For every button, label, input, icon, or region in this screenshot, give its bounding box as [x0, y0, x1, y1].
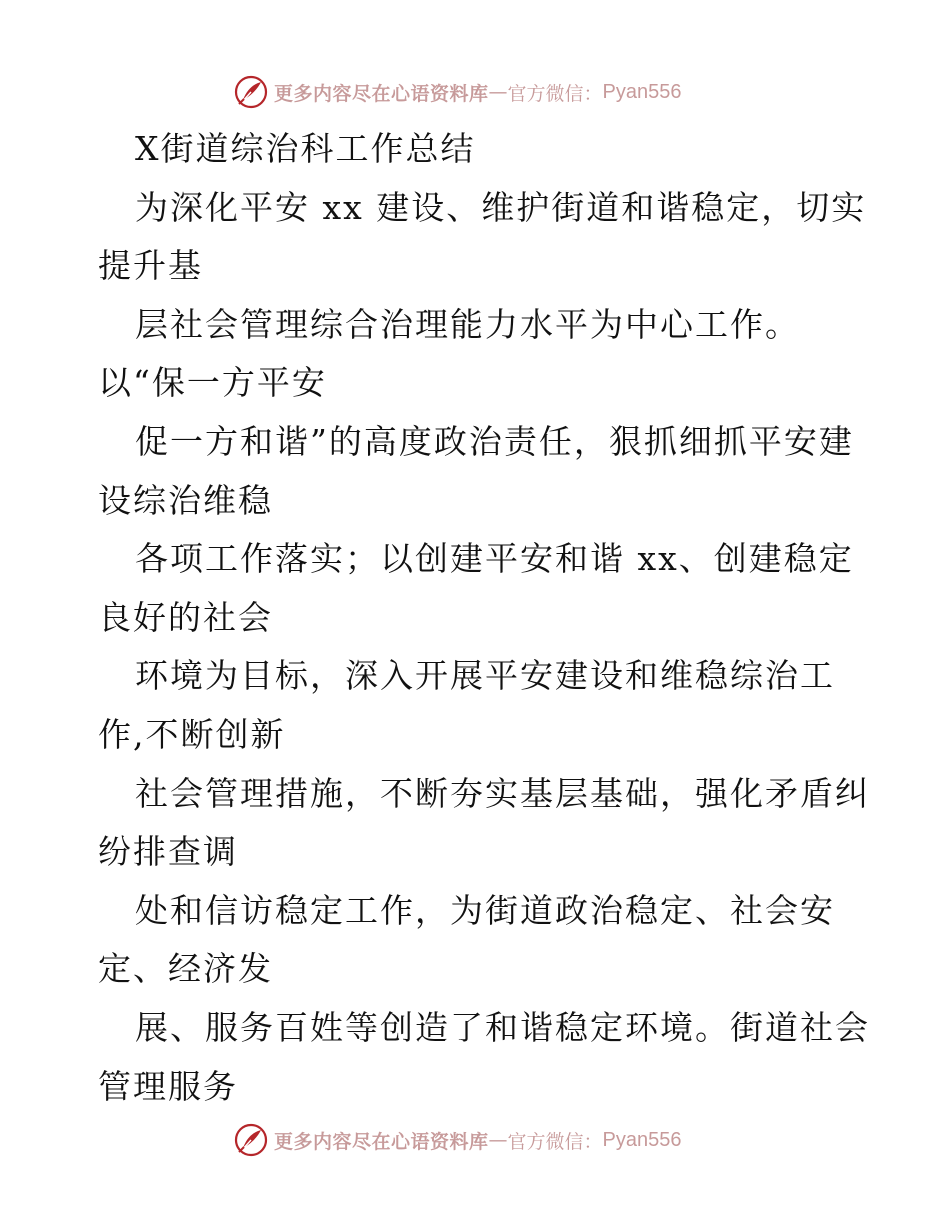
- header-watermark: [234, 72, 682, 112]
- footer-watermark: [234, 1120, 682, 1160]
- text-line: 各项工作落实；以创建平安和谐 xx、创建稳定: [135, 539, 854, 579]
- text-line: 纷排查调: [98, 832, 238, 872]
- text-line: 作,不断创新: [98, 714, 286, 754]
- watermark-dash: —: [488, 1129, 508, 1151]
- watermark-wechat-id: Pyan556: [602, 80, 682, 103]
- text-line: 促一方和谐”的高度政治责任，狠抓细抓平安建: [135, 421, 854, 461]
- text-line: 社会管理措施，不断夯实基层基础，强化矛盾纠: [135, 773, 870, 813]
- watermark-official-label: 官方微信：: [507, 82, 603, 105]
- text-line: 定、经济发: [98, 949, 273, 989]
- watermark-brand: 更多内容尽在心语资料库: [274, 1130, 489, 1153]
- watermark-wechat-id: Pyan556: [602, 1128, 682, 1151]
- text-line: 良好的社会: [98, 597, 273, 637]
- document-body: [98, 120, 870, 1116]
- text-line: 层社会管理综合治理能力水平为中心工作。: [135, 304, 800, 344]
- text-line: 环境为目标，深入开展平安建设和维稳综治工: [135, 656, 835, 696]
- text-line: 展、服务百姓等创造了和谐稳定环境。街道社会: [135, 1007, 870, 1047]
- text-line: 设综治维稳: [98, 480, 273, 520]
- feather-logo-icon: [234, 1123, 268, 1157]
- feather-logo-icon: [234, 75, 268, 109]
- watermark-dash: —: [488, 81, 508, 103]
- document-title: X街道综治科工作总结: [135, 129, 476, 168]
- text-line: 为深化平安 xx 建设、维护街道和谐稳定，切实: [135, 187, 867, 227]
- watermark-brand: 更多内容尽在心语资料库: [274, 82, 489, 105]
- text-line: 以“保一方平安: [98, 363, 327, 403]
- text-line: 处和信访稳定工作，为街道政治稳定、社会安: [135, 890, 835, 930]
- watermark-official-label: 官方微信：: [507, 1130, 603, 1153]
- text-line: 管理服务: [98, 1066, 238, 1106]
- text-line: 提升基: [98, 246, 203, 286]
